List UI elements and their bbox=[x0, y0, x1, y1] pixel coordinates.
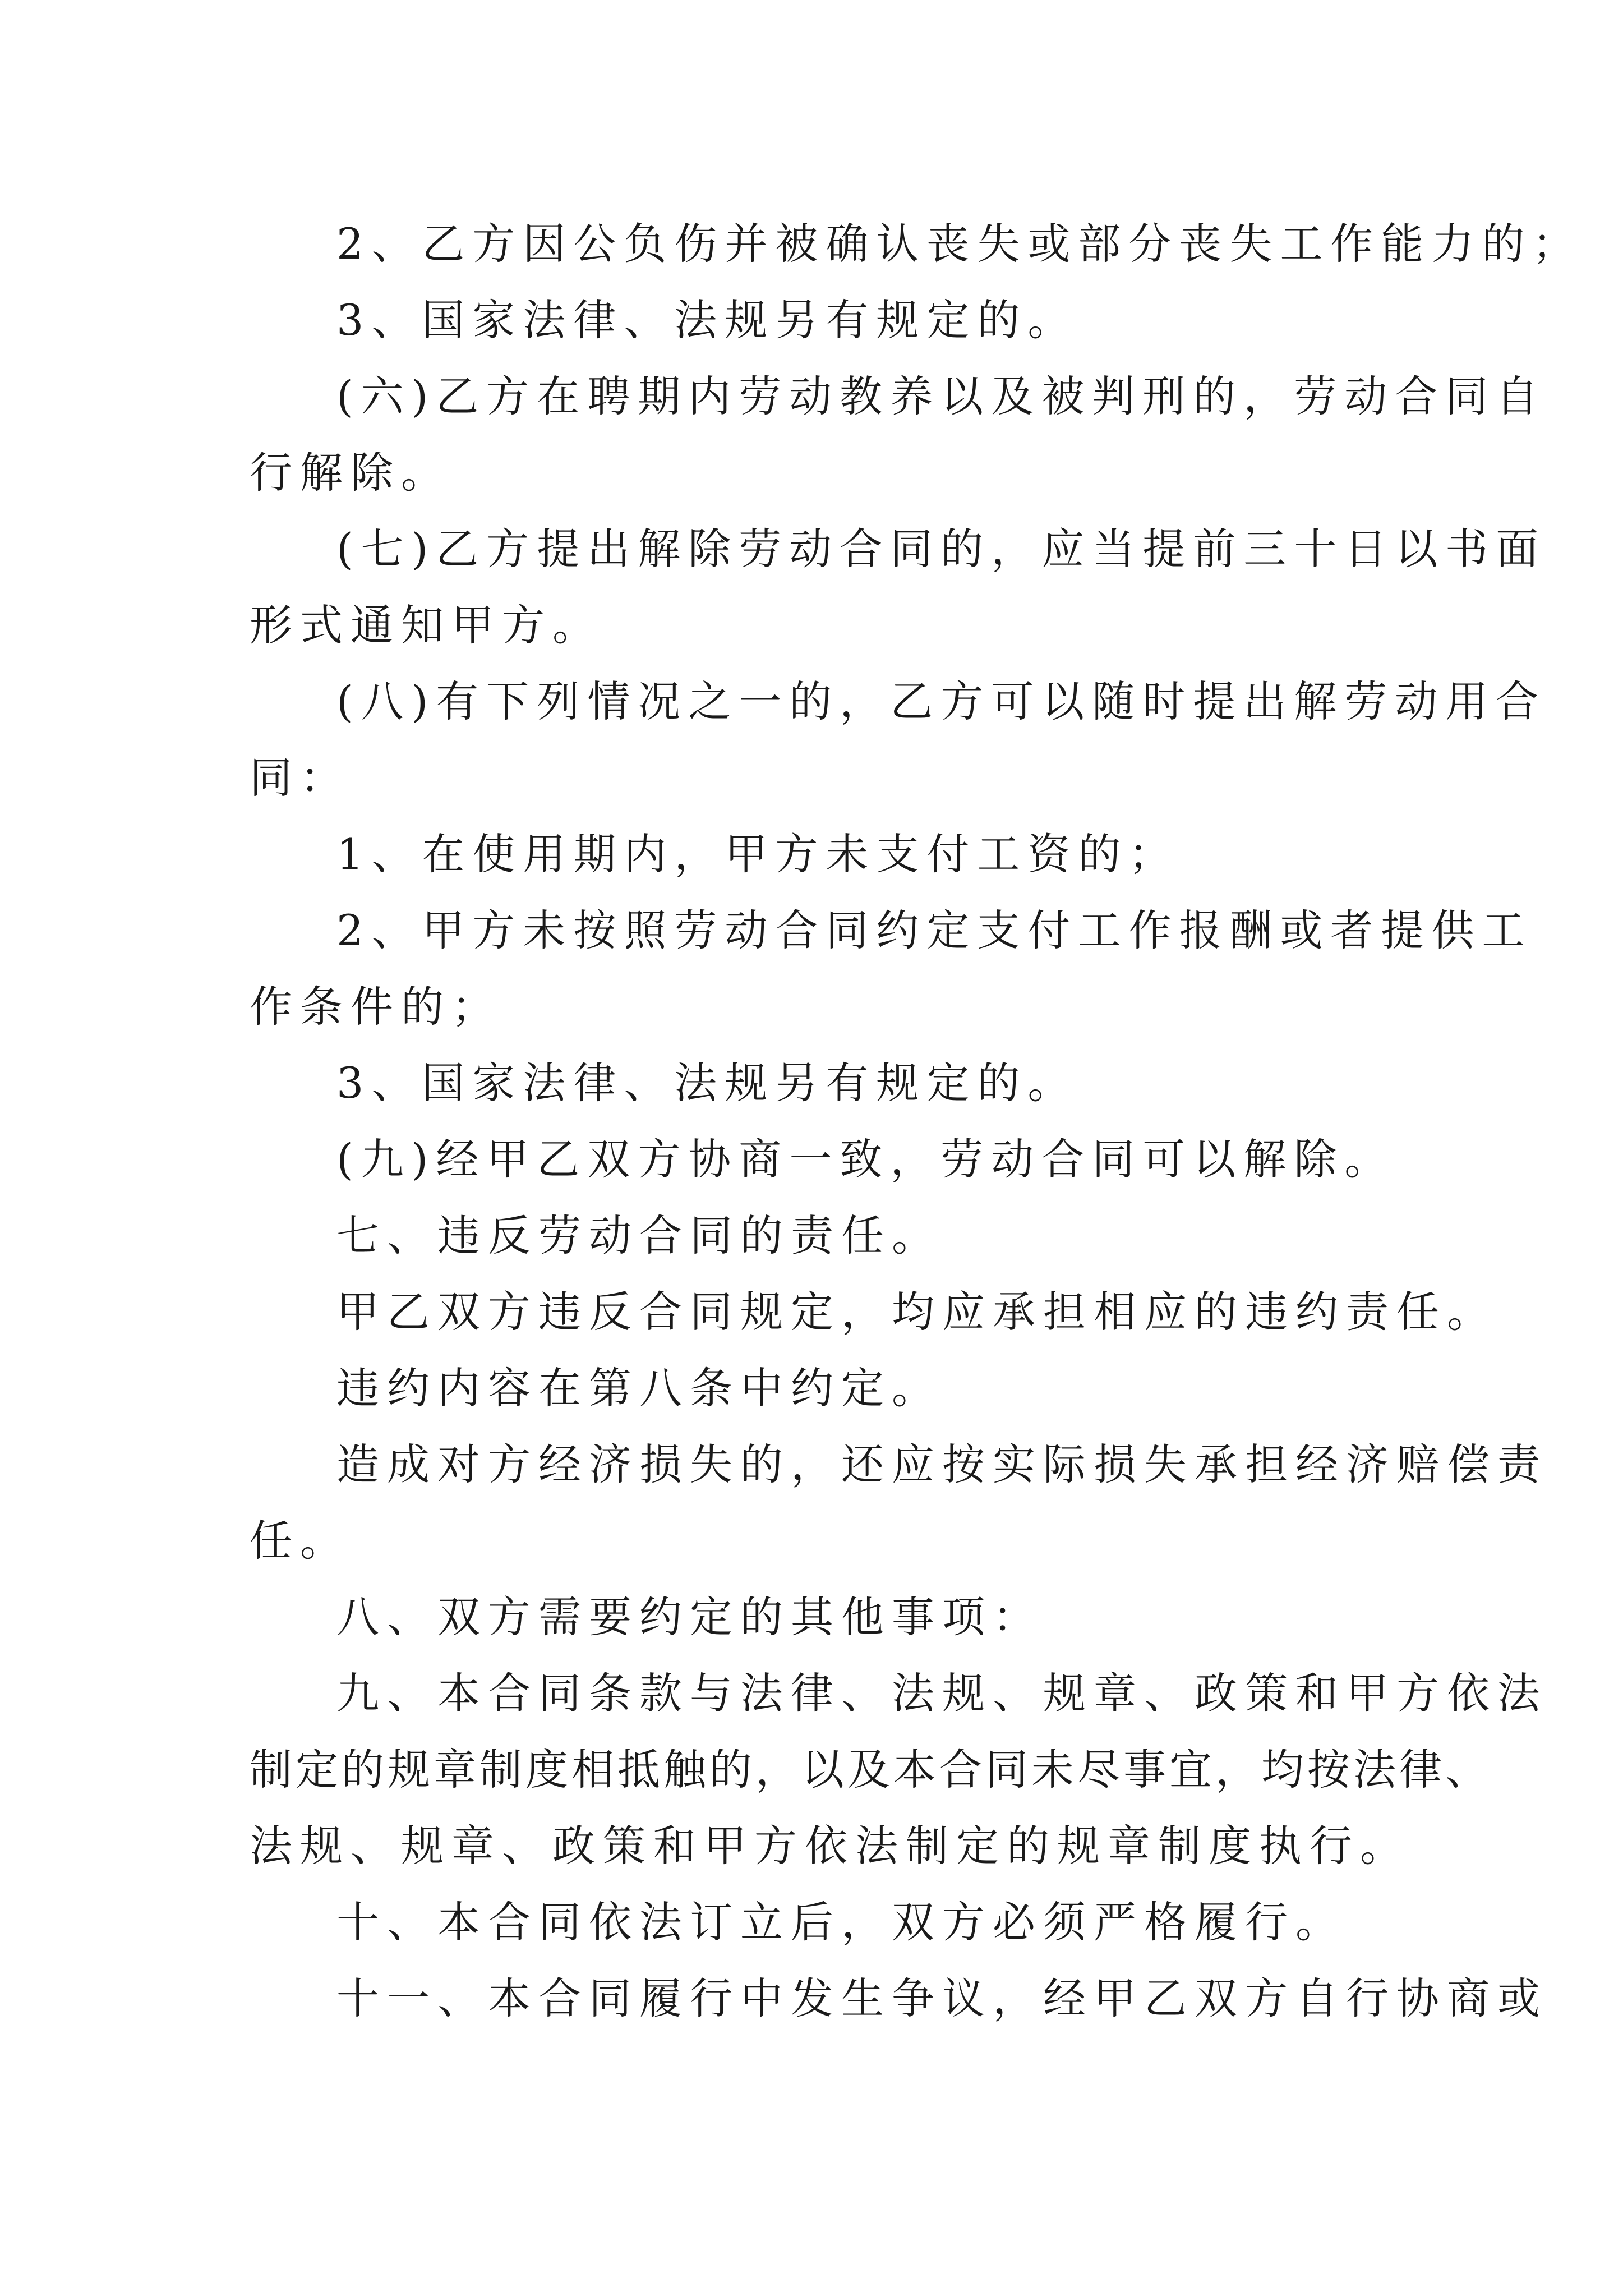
text-line: 七、违反劳动合同的责任。 bbox=[336, 1211, 942, 1260]
text-line: 违约内容在第八条中约定。 bbox=[336, 1363, 942, 1413]
text-line: 行解除。 bbox=[250, 448, 451, 498]
text-line: (七)乙方提出解除劳动合同的，应当提前三十日以书面 bbox=[336, 524, 1547, 574]
text-line: 甲乙双方违反合同规定，均应承担相应的违约责任。 bbox=[336, 1287, 1497, 1337]
text-line: 2、甲方未按照劳动合同约定支付工作报酬或者提供工 bbox=[336, 905, 1533, 955]
text-line: 制定的规章制度相抵触的，以及本合同未尽事宜，均按法律、 bbox=[250, 1745, 1491, 1795]
text-line: (八)有下列情况之一的，乙方可以随时提出解劳动用合 bbox=[336, 677, 1547, 726]
text-line: 3、国家法律、法规另有规定的。 bbox=[336, 1058, 1078, 1108]
text-line: (六)乙方在聘期内劳动教养以及被判刑的，劳动合同自 bbox=[336, 371, 1547, 421]
text-line: 2、乙方因公负伤并被确认丧失或部分丧失工作能力的； bbox=[336, 219, 1583, 269]
text-line: 作条件的； bbox=[250, 982, 502, 1032]
text-line: (九)经甲乙双方协商一致，劳动合同可以解除。 bbox=[336, 1134, 1395, 1184]
text-line: 3、国家法律、法规另有规定的。 bbox=[336, 295, 1078, 345]
text-line: 十一、本合同履行中发生争议，经甲乙双方自行协商或 bbox=[336, 1973, 1548, 2023]
text-line: 同： bbox=[250, 753, 351, 803]
text-line: 1、在使用期内，甲方未支付工资的； bbox=[336, 829, 1179, 879]
text-line: 造成对方经济损失的，还应按实际损失承担经济赔偿责 bbox=[336, 1439, 1548, 1489]
text-line: 十、本合同依法订立后，双方必须严格履行。 bbox=[336, 1897, 1346, 1947]
text-line: 八、双方需要约定的其他事项： bbox=[336, 1592, 1043, 1642]
text-line: 任。 bbox=[250, 1516, 351, 1566]
text-line: 九、本合同条款与法律、法规、规章、政策和甲方依法 bbox=[336, 1668, 1548, 1718]
text-line: 法规、规章、政策和甲方依法制定的规章制度执行。 bbox=[250, 1821, 1410, 1871]
text-line: 形式通知甲方。 bbox=[250, 600, 603, 650]
